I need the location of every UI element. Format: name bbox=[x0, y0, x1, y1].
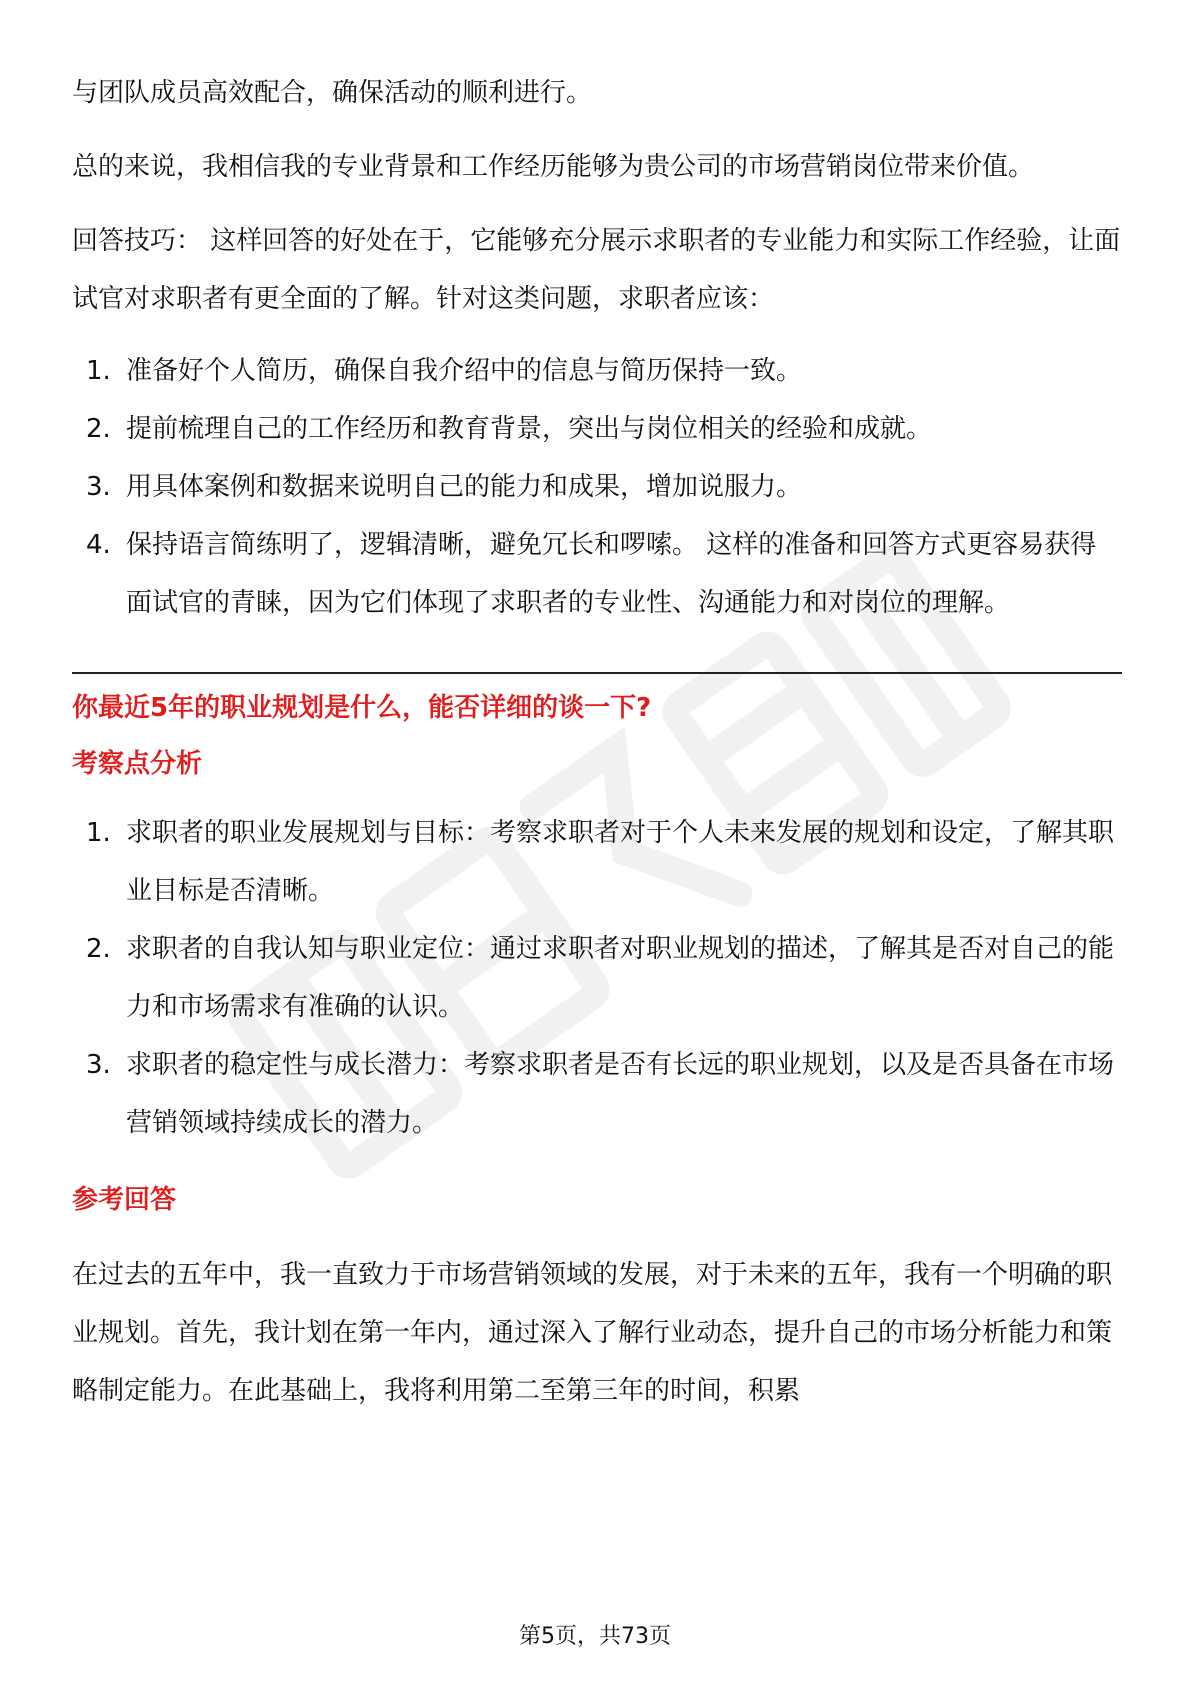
reference-heading: 参考回答 bbox=[72, 1185, 177, 1215]
page-number-footer: 第5页，共73页 bbox=[519, 1624, 671, 1649]
list-item-text: 提前梳理自己的工作经历和教育背景，突出与岗位相关的经验和成就。 bbox=[126, 414, 933, 444]
paragraph-summary: 总的来说，我相信我的专业背景和工作经历能够为贵公司的市场营销岗位带来价值。 bbox=[72, 152, 1035, 182]
page-content bbox=[72, 64, 1122, 1420]
list-item-text: 保持语言简练明了，逻辑清晰，避免冗长和啰嗦。 这样的准备和回答方式更容易获得面试官的青睐，因为它们体现了求职者的专业性、沟通能力和对岗位的理解。 bbox=[126, 530, 1097, 618]
paragraph-answer-tips: 回答技巧： 这样回答的好处在于，它能够充分展示求职者的专业能力和实际工作经验，让面试官对求职者有更全面的了解。针对这类问题，求职者应该： bbox=[72, 226, 1121, 314]
list-item bbox=[72, 516, 1122, 632]
paragraph-teamwork: 与团队成员高效配合，确保活动的顺利进行。 bbox=[72, 78, 593, 108]
list-item bbox=[72, 920, 1122, 1036]
list-item bbox=[72, 804, 1122, 920]
list-number: 1. bbox=[86, 818, 111, 848]
list-number: 4. bbox=[86, 530, 111, 560]
list-item-text: 用具体案例和数据来说明自己的能力和成果，增加说服力。 bbox=[126, 472, 803, 502]
list-number: 2. bbox=[86, 934, 111, 964]
analysis-heading: 考察点分析 bbox=[72, 749, 203, 779]
list-item-text: 求职者的职业发展规划与目标：考察求职者对于个人未来发展的规划和设定，了解其职业目标是否清晰。 bbox=[126, 818, 1115, 906]
list-item bbox=[72, 458, 1122, 516]
tips-list bbox=[72, 342, 1122, 632]
list-number: 1. bbox=[86, 356, 111, 386]
list-item bbox=[72, 1036, 1122, 1152]
list-item bbox=[72, 342, 1122, 400]
list-number: 3. bbox=[86, 472, 111, 502]
list-number: 2. bbox=[86, 414, 111, 444]
list-number: 3. bbox=[86, 1050, 111, 1080]
list-item-text: 求职者的自我认知与职业定位：通过求职者对职业规划的描述，了解其是否对自己的能力和市场需求有准确的认识。 bbox=[126, 934, 1115, 1022]
analysis-list bbox=[72, 804, 1122, 1152]
list-item-text: 准备好个人简历，确保自我介绍中的信息与简历保持一致。 bbox=[126, 356, 803, 386]
list-item-text: 求职者的稳定性与成长潜力：考察求职者是否有长远的职业规划，以及是否具备在市场营销领域持续成长的潜力。 bbox=[126, 1050, 1115, 1138]
reference-answer-text: 在过去的五年中，我一直致力于市场营销领域的发展，对于未来的五年，我有一个明确的职业规划。首先，我计划在第一年内，通过深入了解行业动态，提升自己的市场分析能力和策略制定能力。在此基础上，我将利用第二至第三年的时间，积累 bbox=[72, 1260, 1113, 1406]
list-item bbox=[72, 400, 1122, 458]
question-title: 你最近5年的职业规划是什么，能否详细的谈一下? bbox=[72, 693, 652, 723]
